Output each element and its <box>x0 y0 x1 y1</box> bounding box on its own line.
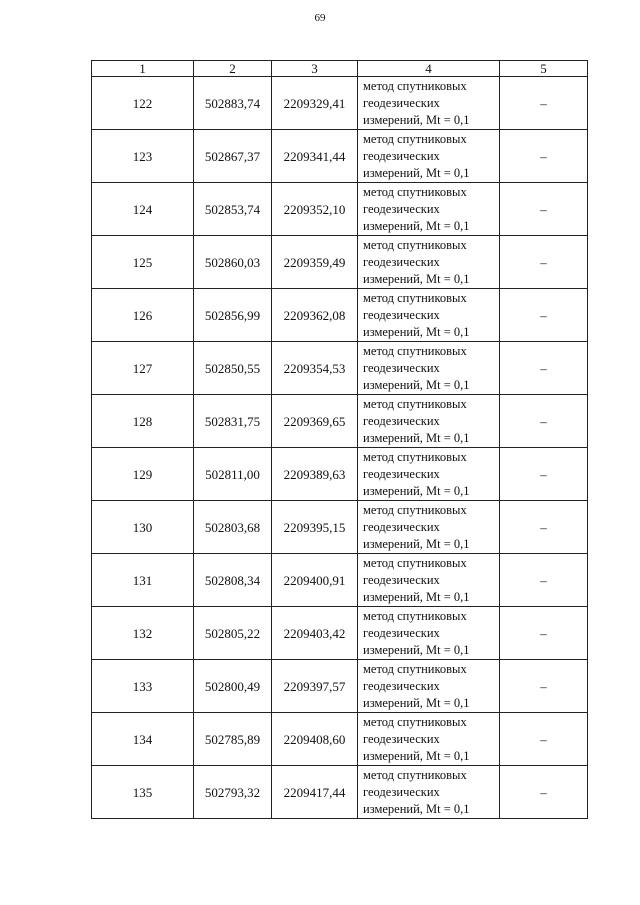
method-cell <box>358 395 500 448</box>
y-coordinate-cell: 2209397,57 <box>272 660 358 713</box>
y-coordinate-cell: 2209408,60 <box>272 713 358 766</box>
method-line: геодезических <box>363 307 440 322</box>
table-row <box>92 236 588 289</box>
method-line: геодезических <box>363 572 440 587</box>
method-line: измерений, Mt = 0,1 <box>363 112 470 127</box>
method-line: геодезических <box>363 95 440 110</box>
method-line: геодезических <box>363 625 440 640</box>
method-line: измерений, Mt = 0,1 <box>363 748 470 763</box>
x-coordinate-cell: 502800,49 <box>194 660 272 713</box>
method-line: геодезических <box>363 466 440 481</box>
point-number-cell: 123 <box>92 130 194 183</box>
header-col-5: 5 <box>500 61 588 77</box>
x-coordinate-cell: 502883,74 <box>194 77 272 130</box>
method-line: метод спутниковых <box>363 131 467 146</box>
header-col-1: 1 <box>92 61 194 77</box>
method-cell <box>358 713 500 766</box>
page-number: 69 <box>314 12 326 24</box>
method-line: метод спутниковых <box>363 502 467 517</box>
table-row <box>92 77 588 130</box>
method-line: метод спутниковых <box>363 184 467 199</box>
method-line: метод спутниковых <box>363 78 467 93</box>
method-line: метод спутниковых <box>363 343 467 358</box>
table-row <box>92 660 588 713</box>
point-number-cell: 134 <box>92 713 194 766</box>
note-cell: – <box>500 130 588 183</box>
y-coordinate-cell: 2209389,63 <box>272 448 358 501</box>
method-line: геодезических <box>363 413 440 428</box>
note-cell: – <box>500 713 588 766</box>
header-col-2: 2 <box>194 61 272 77</box>
y-coordinate-cell: 2209329,41 <box>272 77 358 130</box>
table-row <box>92 183 588 236</box>
method-cell <box>358 342 500 395</box>
table-row <box>92 448 588 501</box>
method-line: метод спутниковых <box>363 396 467 411</box>
table-row <box>92 554 588 607</box>
y-coordinate-cell: 2209369,65 <box>272 395 358 448</box>
method-cell <box>358 607 500 660</box>
method-line: измерений, Mt = 0,1 <box>363 324 470 339</box>
point-number-cell: 130 <box>92 501 194 554</box>
table-body <box>92 77 588 819</box>
method-cell <box>358 183 500 236</box>
y-coordinate-cell: 2209362,08 <box>272 289 358 342</box>
table-row <box>92 130 588 183</box>
note-cell: – <box>500 342 588 395</box>
method-cell <box>358 501 500 554</box>
method-line: измерений, Mt = 0,1 <box>363 430 470 445</box>
note-cell: – <box>500 236 588 289</box>
method-line: метод спутниковых <box>363 714 467 729</box>
point-number-cell: 124 <box>92 183 194 236</box>
method-cell <box>358 289 500 342</box>
method-cell <box>358 236 500 289</box>
x-coordinate-cell: 502808,34 <box>194 554 272 607</box>
table-row <box>92 501 588 554</box>
note-cell: – <box>500 501 588 554</box>
y-coordinate-cell: 2209395,15 <box>272 501 358 554</box>
point-number-cell: 126 <box>92 289 194 342</box>
method-line: геодезических <box>363 201 440 216</box>
point-number-cell: 129 <box>92 448 194 501</box>
method-line: измерений, Mt = 0,1 <box>363 536 470 551</box>
x-coordinate-cell: 502811,00 <box>194 448 272 501</box>
method-line: метод спутниковых <box>363 608 467 623</box>
method-line: измерений, Mt = 0,1 <box>363 642 470 657</box>
header-col-4: 4 <box>358 61 500 77</box>
point-number-cell: 133 <box>92 660 194 713</box>
y-coordinate-cell: 2209403,42 <box>272 607 358 660</box>
method-line: метод спутниковых <box>363 555 467 570</box>
x-coordinate-cell: 502785,89 <box>194 713 272 766</box>
method-line: измерений, Mt = 0,1 <box>363 218 470 233</box>
method-line: метод спутниковых <box>363 237 467 252</box>
method-line: метод спутниковых <box>363 449 467 464</box>
note-cell: – <box>500 77 588 130</box>
x-coordinate-cell: 502831,75 <box>194 395 272 448</box>
table-row <box>92 395 588 448</box>
method-line: измерений, Mt = 0,1 <box>363 271 470 286</box>
table-row <box>92 342 588 395</box>
x-coordinate-cell: 502853,74 <box>194 183 272 236</box>
y-coordinate-cell: 2209400,91 <box>272 554 358 607</box>
note-cell: – <box>500 183 588 236</box>
note-cell: – <box>500 766 588 819</box>
point-number-cell: 128 <box>92 395 194 448</box>
y-coordinate-cell: 2209354,53 <box>272 342 358 395</box>
method-line: измерений, Mt = 0,1 <box>363 695 470 710</box>
method-cell <box>358 554 500 607</box>
x-coordinate-cell: 502860,03 <box>194 236 272 289</box>
point-number-cell: 125 <box>92 236 194 289</box>
table-row <box>92 607 588 660</box>
method-line: измерений, Mt = 0,1 <box>363 377 470 392</box>
method-cell <box>358 448 500 501</box>
x-coordinate-cell: 502805,22 <box>194 607 272 660</box>
method-line: измерений, Mt = 0,1 <box>363 589 470 604</box>
note-cell: – <box>500 554 588 607</box>
table-row <box>92 766 588 819</box>
method-line: геодезических <box>363 148 440 163</box>
point-number-cell: 131 <box>92 554 194 607</box>
method-line: измерений, Mt = 0,1 <box>363 165 470 180</box>
point-number-cell: 132 <box>92 607 194 660</box>
method-cell <box>358 660 500 713</box>
method-line: геодезических <box>363 784 440 799</box>
point-number-cell: 122 <box>92 77 194 130</box>
method-line: геодезических <box>363 360 440 375</box>
coordinates-table <box>91 60 588 819</box>
note-cell: – <box>500 395 588 448</box>
x-coordinate-cell: 502803,68 <box>194 501 272 554</box>
point-number-cell: 127 <box>92 342 194 395</box>
method-line: геодезических <box>363 254 440 269</box>
method-line: измерений, Mt = 0,1 <box>363 801 470 816</box>
y-coordinate-cell: 2209352,10 <box>272 183 358 236</box>
method-line: геодезических <box>363 678 440 693</box>
method-line: измерений, Mt = 0,1 <box>363 483 470 498</box>
method-line: метод спутниковых <box>363 290 467 305</box>
y-coordinate-cell: 2209417,44 <box>272 766 358 819</box>
method-cell <box>358 766 500 819</box>
method-line: геодезических <box>363 731 440 746</box>
x-coordinate-cell: 502856,99 <box>194 289 272 342</box>
note-cell: – <box>500 607 588 660</box>
table-row <box>92 713 588 766</box>
x-coordinate-cell: 502867,37 <box>194 130 272 183</box>
x-coordinate-cell: 502793,32 <box>194 766 272 819</box>
y-coordinate-cell: 2209359,49 <box>272 236 358 289</box>
method-cell <box>358 130 500 183</box>
method-line: метод спутниковых <box>363 767 467 782</box>
note-cell: – <box>500 289 588 342</box>
table-row <box>92 289 588 342</box>
note-cell: – <box>500 448 588 501</box>
method-cell <box>358 77 500 130</box>
method-line: геодезических <box>363 519 440 534</box>
note-cell: – <box>500 660 588 713</box>
x-coordinate-cell: 502850,55 <box>194 342 272 395</box>
header-row <box>92 61 588 77</box>
y-coordinate-cell: 2209341,44 <box>272 130 358 183</box>
point-number-cell: 135 <box>92 766 194 819</box>
table-header <box>92 61 588 77</box>
method-line: метод спутниковых <box>363 661 467 676</box>
header-col-3: 3 <box>272 61 358 77</box>
